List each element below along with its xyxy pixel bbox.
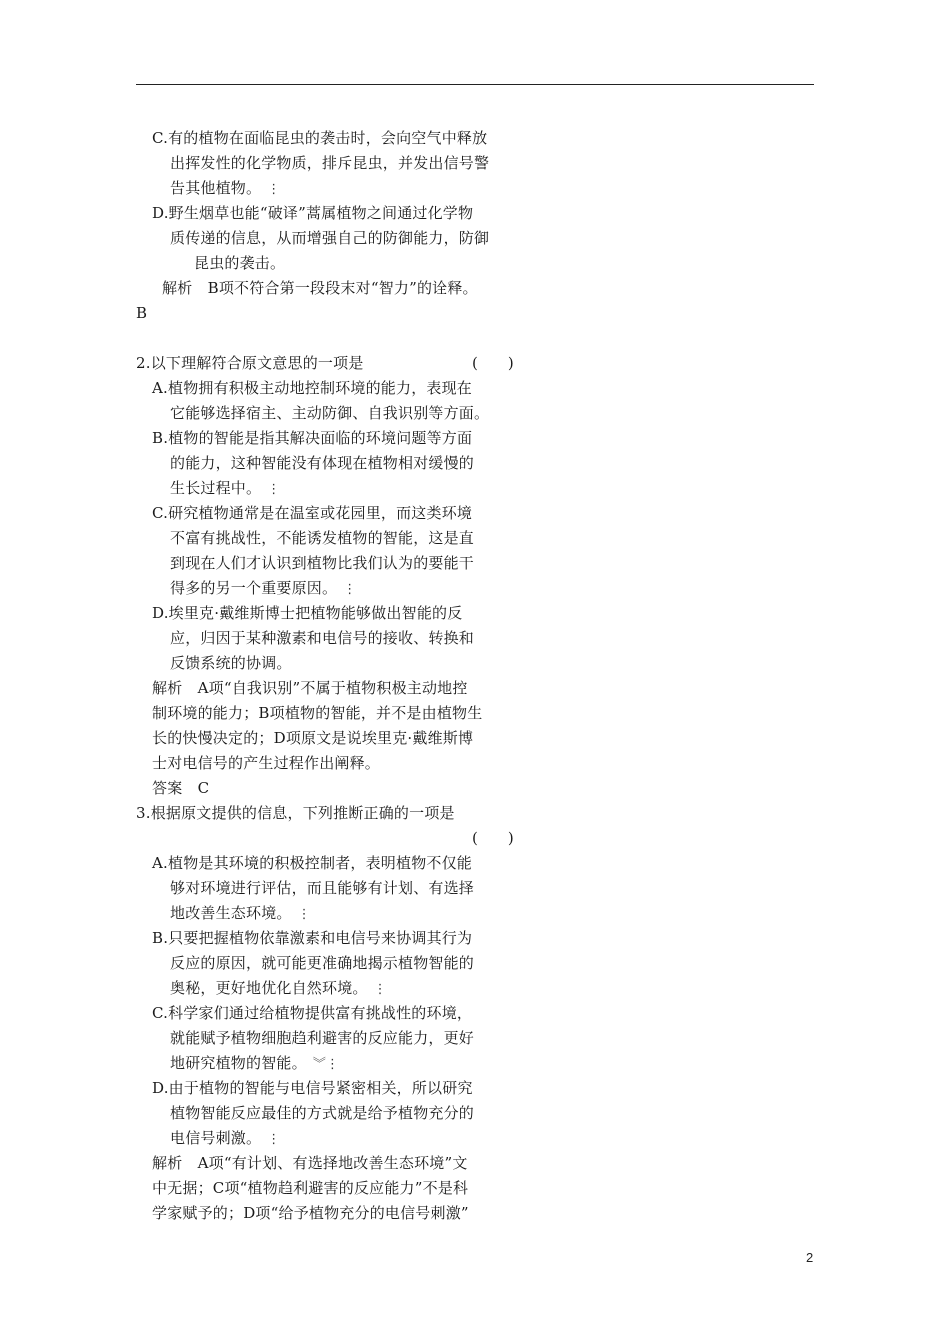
q3-option-b-line-3: 奥秘，更好地优化自然环境。 ⋮ <box>170 978 387 1000</box>
q1-option-c-line-1: C.有的植物在面临昆虫的袭击时，会向空气中释放 <box>152 129 488 147</box>
q3-option-d-line-2: 植物智能反应最佳的方式就是给予植物充分的 <box>170 1104 475 1122</box>
header-rule <box>136 84 814 85</box>
q1-option-d-line-2: 质传递的信息，从而增强自己的防御能力，防御 <box>170 229 490 247</box>
q3-analysis-line-2: 中无据；C项“植物趋利避害的反应能力”不是科 <box>152 1179 469 1197</box>
q2-option-d-line-3: 反馈系统的协调。 <box>170 654 292 672</box>
q3-analysis-line-3: 学家赋予的；D项“给予植物充分的电信号刺激” <box>152 1204 469 1222</box>
q1-answer: B <box>136 304 148 322</box>
q3-option-b-line-1: B.只要把握植物依靠激素和电信号来协调其行为 <box>152 929 473 947</box>
q1-option-d-line-1: D.野生烟草也能“破译”蒿属植物之间通过化学物 <box>152 204 474 222</box>
q2-option-a-line-1: A.植物拥有积极主动地控制环境的能力，表现在 <box>152 379 473 397</box>
q2-answer: 答案 C <box>152 779 210 797</box>
q2-stem: 2.以下理解符合原文意思的一项是 <box>136 354 364 372</box>
q2-analysis-line-2: 制环境的能力；B项植物的智能，并不是由植物生 <box>152 704 483 722</box>
q1-analysis: 解析 B项不符合第一段段末对“智力”的诠释。 <box>162 279 478 297</box>
q3-option-c-line-1: C.科学家们通过给植物提供富有挑战性的环境， <box>152 1004 473 1022</box>
q3-option-d-line-1: D.由于植物的智能与电信号紧密相关，所以研究 <box>152 1079 473 1097</box>
q2-option-b-line-3: 生长过程中。 ⋮ <box>170 478 280 500</box>
vdots-mark: ⋮ <box>267 182 281 197</box>
q3-option-c-line-3: 地研究植物的智能。 ︾⋮ <box>170 1053 339 1075</box>
q2-option-c-line-4: 得多的另一个重要原因。 ⋮ <box>170 578 356 600</box>
vdots-mark: ⋮ <box>267 482 281 497</box>
q2-answer-blank: ( ) <box>472 354 514 372</box>
q3-stem: 3.根据原文提供的信息，下列推断正确的一项是 <box>136 804 455 822</box>
q3-option-c-line-2: 就能赋予植物细胞趋利避害的反应能力，更好 <box>170 1029 475 1047</box>
q2-option-c-line-3: 到现在人们才认识到植物比我们认为的要能干 <box>170 554 475 572</box>
vdots-mark: ⋮ <box>297 907 311 922</box>
q2-option-a-line-2: 它能够选择宿主、主动防御、自我识别等方面。 <box>170 404 490 422</box>
q3-option-a-line-1: A.植物是其环境的积极控制者，表明植物不仅能 <box>152 854 473 872</box>
q2-option-d-line-2: 应，归因于某种激素和电信号的接收、转换和 <box>170 629 475 647</box>
q3-answer-blank: ( ) <box>472 829 514 847</box>
q3-option-a-line-3: 地改善生态环境。 ⋮ <box>170 903 311 925</box>
q2-option-d-line-1: D.埃里克·戴维斯博士把植物能够做出智能的反 <box>152 604 463 622</box>
chevron-mark: ︾⋮ <box>312 1057 340 1072</box>
q2-analysis-line-4: 士对电信号的产生过程作出阐释。 <box>152 754 381 772</box>
q1-option-d-line-3: 昆虫的袭击。 <box>194 254 286 272</box>
q2-option-c-line-2: 不富有挑战性，不能诱发植物的智能，这是直 <box>170 529 475 547</box>
q3-option-d-line-3: 电信号刺激。 ⋮ <box>170 1128 280 1150</box>
vdots-mark: ⋮ <box>267 1132 281 1147</box>
q1-option-c-line-3: 告其他植物。 ⋮ <box>170 178 280 200</box>
q2-analysis-line-3: 长的快慢决定的；D项原文是说埃里克·戴维斯博 <box>152 729 474 747</box>
vdots-mark: ⋮ <box>343 582 357 597</box>
q3-option-b-line-2: 反应的原因，就可能更准确地揭示植物智能的 <box>170 954 475 972</box>
vdots-mark: ⋮ <box>373 982 387 997</box>
q2-analysis-line-1: 解析 A项“自我识别”不属于植物积极主动地控 <box>152 679 468 697</box>
q3-option-a-line-2: 够对环境进行评估，而且能够有计划、有选择 <box>170 879 475 897</box>
q3-analysis-line-1: 解析 A项“有计划、有选择地改善生态环境”文 <box>152 1154 468 1172</box>
q2-option-b-line-2: 的能力，这种智能没有体现在植物相对缓慢的 <box>170 454 475 472</box>
q1-option-c-line-2: 出挥发性的化学物质，排斥昆虫，并发出信号警 <box>170 154 490 172</box>
page-number: 2 <box>806 1250 814 1265</box>
q2-option-c-line-1: C.研究植物通常是在温室或花园里，而这类环境 <box>152 504 473 522</box>
q2-option-b-line-1: B.植物的智能是指其解决面临的环境问题等方面 <box>152 429 473 447</box>
